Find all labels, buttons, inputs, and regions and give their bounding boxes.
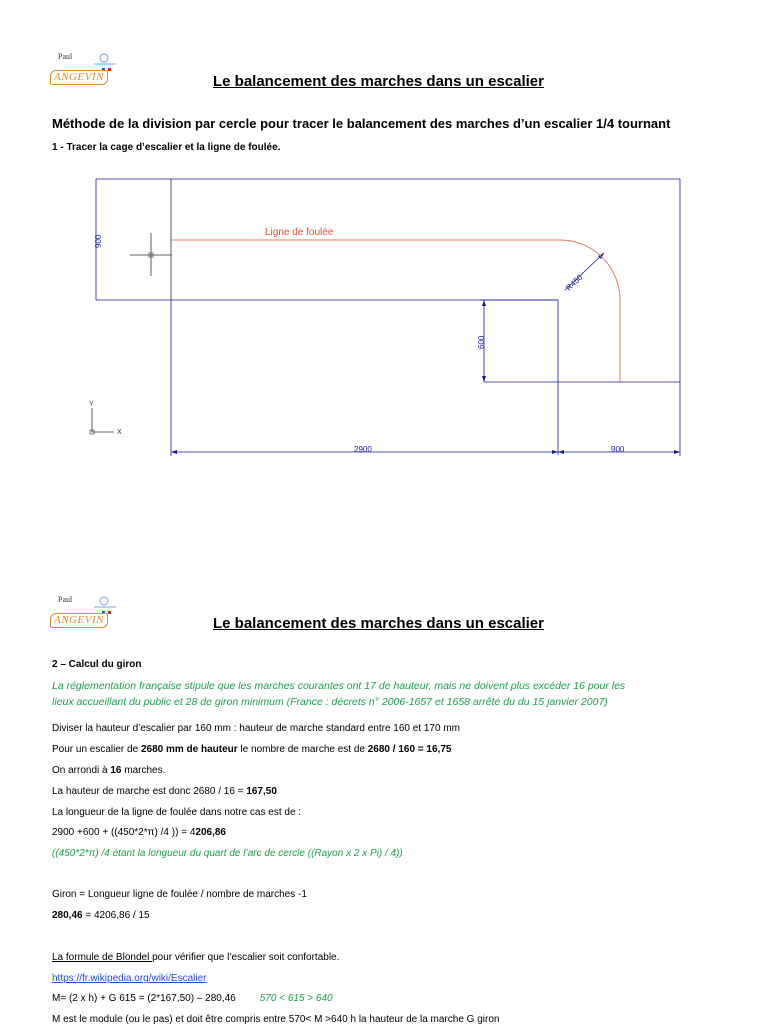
regulation-line-1: La réglementation française stipule que les marches courantes ont 17 de hauteur, mais ne doivent plus excéder 16 pour les xyxy=(52,680,626,692)
text-line-giron-def: Giron = Longueur ligne de foulée / nombre de marches -1 xyxy=(52,889,307,900)
radius-label: R450 xyxy=(564,272,585,293)
text-line-divide: Diviser la hauteur d’escalier par 160 mm : hauteur de marche standard entre 160 et 170 mm xyxy=(52,723,460,734)
step-2-heading: 2 – Calcul du giron xyxy=(52,659,142,670)
text-line-giron-value: 280,46 = 4206,86 / 15 xyxy=(52,910,150,921)
logo-page-2 xyxy=(50,595,120,635)
logo-name: ANGEVIN xyxy=(50,70,108,85)
text-line-step-height: La hauteur de marche est donc 2680 / 16 = 167,50 xyxy=(52,786,277,797)
text-line-formula: 2900 +600 + ((450*2*π) /4 )) = 4206,86 xyxy=(52,827,226,838)
axis-y-label: Y xyxy=(89,401,94,408)
text-line-rounded: On arrondi à 16 marches. xyxy=(52,765,166,776)
text-line-blondel: La formule de Blondel pour vérifier que l’escalier soit confortable. xyxy=(52,952,340,963)
text-line-foulee-length: La longueur de la ligne de foulée dans notre cas est de : xyxy=(52,807,302,818)
logo-name: ANGEVIN xyxy=(50,613,108,628)
dim-2900: 2900 xyxy=(354,445,372,454)
dim-600: 600 xyxy=(477,335,486,349)
axis-x-label: X xyxy=(117,429,122,436)
dim-900-bottom: 900 xyxy=(611,445,625,454)
dim-900-left: 900 xyxy=(94,234,103,248)
staircase-drawing xyxy=(0,0,768,470)
ligne-de-foulee-path xyxy=(171,240,620,382)
wikipedia-link[interactable]: https://fr.wikipedia.org/wiki/Escalier xyxy=(52,973,207,984)
page-title: Le balancement des marches dans un escalier xyxy=(213,73,544,90)
regulation-line-2: lieux accueillant du public et 28 de giron minimum (France : décrets n° 2006-1657 et 1658 arrêté du du 15 janvier 2007) xyxy=(52,696,608,708)
text-line-blondel-formula: M= (2 x h) + G 615 = (2*167,50) – 280,46 570 < 615 > 640 xyxy=(52,993,333,1004)
ligne-de-foulee-label: Ligne de foulée xyxy=(265,227,334,238)
text-line-arc-note: ((450*2*π) /4 étant la longueur du quart de l’arc de cercle ((Rayon x 2 x Pi) / 4)) xyxy=(52,848,403,859)
text-line-module-def: M est le module (ou le pas) et doit être compris entre 570< M >640 h la hauteur de la marche G giron xyxy=(52,1014,500,1025)
text-line-steps-count: Pour un escalier de 2680 mm de hauteur le nombre de marche est de 2680 / 160 = 16,75 xyxy=(52,744,452,755)
section-subtitle: Méthode de la division par cercle pour tracer le balancement des marches d’un escalier 1/4 tournant xyxy=(52,116,671,131)
page-2-title: Le balancement des marches dans un escalier xyxy=(213,615,544,632)
step-1-heading: 1 - Tracer la cage d’escalier et la ligne de foulée. xyxy=(52,142,281,153)
logo-top-text: Paul xyxy=(58,595,73,604)
logo-top-text: Paul xyxy=(58,52,73,61)
